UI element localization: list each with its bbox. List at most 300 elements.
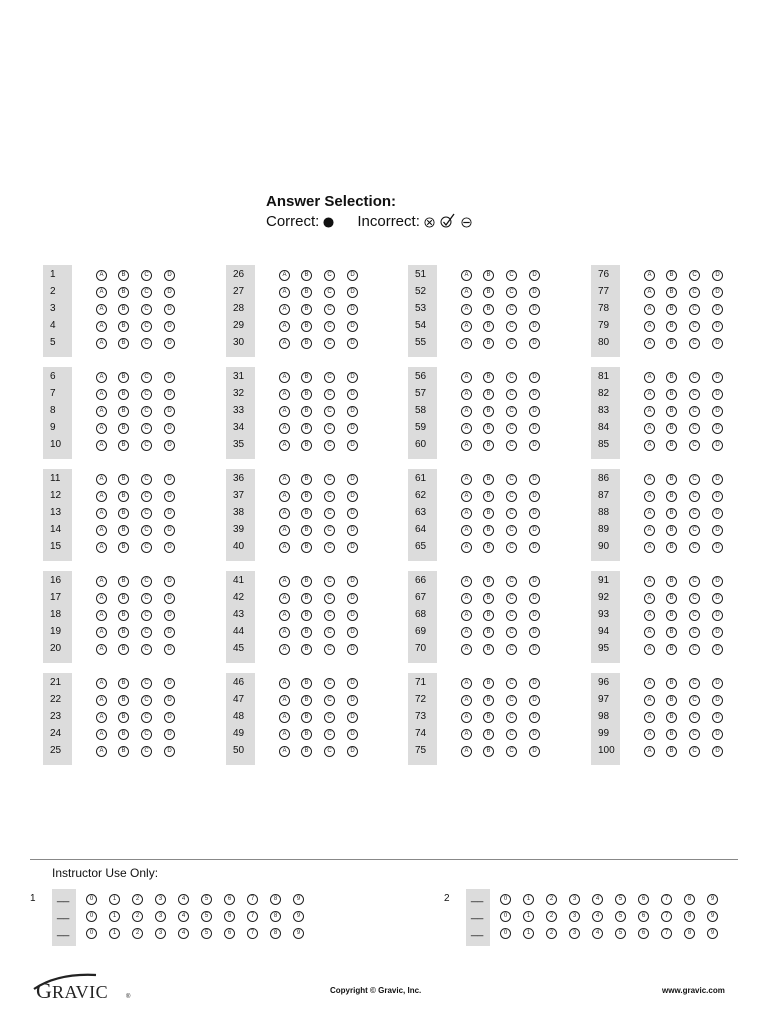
answer-bubble-b[interactable]: B: [301, 593, 312, 604]
answer-bubble-b[interactable]: B: [301, 423, 312, 434]
answer-bubble-c[interactable]: C: [324, 746, 335, 757]
answer-bubble-a[interactable]: A: [96, 712, 107, 723]
answer-bubble-c[interactable]: C: [141, 270, 152, 281]
answer-bubble-d[interactable]: D: [712, 491, 723, 502]
answer-bubble-a[interactable]: A: [644, 389, 655, 400]
answer-bubble-b[interactable]: B: [483, 270, 494, 281]
answer-bubble-a[interactable]: A: [644, 644, 655, 655]
answer-bubble-b[interactable]: B: [483, 406, 494, 417]
answer-bubble-d[interactable]: D: [712, 729, 723, 740]
digit-bubble-9[interactable]: 9: [707, 894, 718, 905]
answer-bubble-c[interactable]: C: [141, 695, 152, 706]
answer-bubble-b[interactable]: B: [301, 304, 312, 315]
answer-bubble-a[interactable]: A: [279, 270, 290, 281]
digit-bubble-6[interactable]: 6: [638, 911, 649, 922]
answer-bubble-d[interactable]: D: [347, 406, 358, 417]
answer-bubble-b[interactable]: B: [666, 678, 677, 689]
answer-bubble-a[interactable]: A: [461, 474, 472, 485]
digit-bubble-8[interactable]: 8: [270, 894, 281, 905]
answer-bubble-d[interactable]: D: [164, 287, 175, 298]
answer-bubble-c[interactable]: C: [141, 746, 152, 757]
answer-bubble-c[interactable]: C: [141, 593, 152, 604]
answer-bubble-b[interactable]: B: [666, 304, 677, 315]
answer-bubble-b[interactable]: B: [483, 508, 494, 519]
answer-bubble-a[interactable]: A: [461, 525, 472, 536]
answer-bubble-c[interactable]: C: [506, 729, 517, 740]
digit-bubble-5[interactable]: 5: [615, 911, 626, 922]
answer-bubble-c[interactable]: C: [506, 627, 517, 638]
answer-bubble-c[interactable]: C: [689, 270, 700, 281]
answer-bubble-b[interactable]: B: [118, 474, 129, 485]
answer-bubble-b[interactable]: B: [301, 508, 312, 519]
digit-bubble-1[interactable]: 1: [109, 928, 120, 939]
answer-bubble-a[interactable]: A: [96, 338, 107, 349]
answer-bubble-b[interactable]: B: [666, 576, 677, 587]
answer-bubble-b[interactable]: B: [301, 695, 312, 706]
answer-bubble-a[interactable]: A: [96, 542, 107, 553]
answer-bubble-b[interactable]: B: [301, 542, 312, 553]
answer-bubble-a[interactable]: A: [96, 406, 107, 417]
answer-bubble-a[interactable]: A: [461, 542, 472, 553]
answer-bubble-d[interactable]: D: [347, 372, 358, 383]
answer-bubble-a[interactable]: A: [461, 304, 472, 315]
answer-bubble-a[interactable]: A: [461, 678, 472, 689]
answer-bubble-b[interactable]: B: [483, 644, 494, 655]
answer-bubble-b[interactable]: B: [301, 644, 312, 655]
answer-bubble-b[interactable]: B: [666, 542, 677, 553]
answer-bubble-b[interactable]: B: [118, 338, 129, 349]
answer-bubble-d[interactable]: D: [347, 474, 358, 485]
answer-bubble-a[interactable]: A: [279, 610, 290, 621]
digit-bubble-2[interactable]: 2: [546, 911, 557, 922]
answer-bubble-d[interactable]: D: [164, 746, 175, 757]
digit-bubble-8[interactable]: 8: [270, 911, 281, 922]
answer-bubble-c[interactable]: C: [506, 491, 517, 502]
answer-bubble-c[interactable]: C: [324, 304, 335, 315]
answer-bubble-d[interactable]: D: [347, 644, 358, 655]
digit-bubble-9[interactable]: 9: [707, 928, 718, 939]
answer-bubble-d[interactable]: D: [164, 304, 175, 315]
answer-bubble-b[interactable]: B: [483, 695, 494, 706]
answer-bubble-d[interactable]: D: [529, 542, 540, 553]
answer-bubble-c[interactable]: C: [506, 508, 517, 519]
answer-bubble-a[interactable]: A: [96, 593, 107, 604]
answer-bubble-c[interactable]: C: [689, 627, 700, 638]
answer-bubble-d[interactable]: D: [712, 304, 723, 315]
answer-bubble-c[interactable]: C: [506, 389, 517, 400]
digit-bubble-5[interactable]: 5: [201, 894, 212, 905]
answer-bubble-d[interactable]: D: [529, 593, 540, 604]
answer-bubble-a[interactable]: A: [461, 508, 472, 519]
digit-bubble-5[interactable]: 5: [201, 911, 212, 922]
answer-bubble-c[interactable]: C: [689, 287, 700, 298]
answer-bubble-b[interactable]: B: [483, 372, 494, 383]
answer-bubble-a[interactable]: A: [461, 729, 472, 740]
digit-bubble-6[interactable]: 6: [224, 894, 235, 905]
answer-bubble-d[interactable]: D: [529, 389, 540, 400]
instructor-blank[interactable]: __: [57, 908, 70, 920]
answer-bubble-d[interactable]: D: [164, 542, 175, 553]
answer-bubble-d[interactable]: D: [164, 423, 175, 434]
answer-bubble-d[interactable]: D: [712, 389, 723, 400]
answer-bubble-b[interactable]: B: [301, 712, 312, 723]
answer-bubble-c[interactable]: C: [506, 321, 517, 332]
answer-bubble-a[interactable]: A: [279, 678, 290, 689]
answer-bubble-a[interactable]: A: [279, 440, 290, 451]
digit-bubble-1[interactable]: 1: [523, 911, 534, 922]
digit-bubble-0[interactable]: 0: [500, 928, 511, 939]
answer-bubble-b[interactable]: B: [301, 287, 312, 298]
digit-bubble-6[interactable]: 6: [638, 928, 649, 939]
answer-bubble-b[interactable]: B: [666, 440, 677, 451]
answer-bubble-b[interactable]: B: [666, 508, 677, 519]
answer-bubble-b[interactable]: B: [118, 695, 129, 706]
digit-bubble-0[interactable]: 0: [86, 928, 97, 939]
answer-bubble-a[interactable]: A: [279, 372, 290, 383]
digit-bubble-1[interactable]: 1: [523, 894, 534, 905]
answer-bubble-a[interactable]: A: [96, 287, 107, 298]
answer-bubble-b[interactable]: B: [301, 576, 312, 587]
answer-bubble-c[interactable]: C: [141, 627, 152, 638]
answer-bubble-b[interactable]: B: [483, 423, 494, 434]
answer-bubble-b[interactable]: B: [301, 474, 312, 485]
answer-bubble-d[interactable]: D: [347, 389, 358, 400]
answer-bubble-a[interactable]: A: [644, 746, 655, 757]
answer-bubble-a[interactable]: A: [461, 593, 472, 604]
answer-bubble-c[interactable]: C: [324, 695, 335, 706]
digit-bubble-8[interactable]: 8: [684, 928, 695, 939]
answer-bubble-b[interactable]: B: [118, 270, 129, 281]
answer-bubble-d[interactable]: D: [529, 695, 540, 706]
answer-bubble-b[interactable]: B: [301, 406, 312, 417]
answer-bubble-b[interactable]: B: [666, 474, 677, 485]
answer-bubble-d[interactable]: D: [712, 610, 723, 621]
digit-bubble-4[interactable]: 4: [178, 911, 189, 922]
digit-bubble-4[interactable]: 4: [592, 928, 603, 939]
answer-bubble-d[interactable]: D: [164, 593, 175, 604]
answer-bubble-a[interactable]: A: [461, 695, 472, 706]
answer-bubble-a[interactable]: A: [279, 729, 290, 740]
digit-bubble-1[interactable]: 1: [109, 894, 120, 905]
answer-bubble-a[interactable]: A: [279, 304, 290, 315]
answer-bubble-a[interactable]: A: [279, 389, 290, 400]
digit-bubble-7[interactable]: 7: [247, 911, 258, 922]
answer-bubble-a[interactable]: A: [644, 440, 655, 451]
answer-bubble-a[interactable]: A: [461, 440, 472, 451]
answer-bubble-c[interactable]: C: [506, 440, 517, 451]
answer-bubble-d[interactable]: D: [164, 389, 175, 400]
answer-bubble-a[interactable]: A: [644, 406, 655, 417]
answer-bubble-c[interactable]: C: [689, 746, 700, 757]
answer-bubble-d[interactable]: D: [347, 270, 358, 281]
answer-bubble-a[interactable]: A: [644, 270, 655, 281]
answer-bubble-c[interactable]: C: [506, 372, 517, 383]
answer-bubble-c[interactable]: C: [324, 406, 335, 417]
answer-bubble-a[interactable]: A: [279, 627, 290, 638]
answer-bubble-a[interactable]: A: [96, 321, 107, 332]
answer-bubble-c[interactable]: C: [141, 440, 152, 451]
answer-bubble-c[interactable]: C: [506, 406, 517, 417]
answer-bubble-a[interactable]: A: [644, 593, 655, 604]
answer-bubble-c[interactable]: C: [506, 542, 517, 553]
answer-bubble-d[interactable]: D: [164, 644, 175, 655]
answer-bubble-d[interactable]: D: [529, 712, 540, 723]
digit-bubble-3[interactable]: 3: [569, 894, 580, 905]
answer-bubble-a[interactable]: A: [644, 576, 655, 587]
answer-bubble-a[interactable]: A: [96, 474, 107, 485]
instructor-blank[interactable]: __: [471, 908, 484, 920]
answer-bubble-a[interactable]: A: [279, 576, 290, 587]
answer-bubble-c[interactable]: C: [689, 678, 700, 689]
digit-bubble-3[interactable]: 3: [155, 894, 166, 905]
answer-bubble-d[interactable]: D: [529, 491, 540, 502]
answer-bubble-d[interactable]: D: [164, 695, 175, 706]
answer-bubble-b[interactable]: B: [301, 678, 312, 689]
answer-bubble-c[interactable]: C: [689, 525, 700, 536]
digit-bubble-0[interactable]: 0: [500, 911, 511, 922]
answer-bubble-a[interactable]: A: [279, 508, 290, 519]
answer-bubble-b[interactable]: B: [666, 746, 677, 757]
answer-bubble-b[interactable]: B: [118, 644, 129, 655]
answer-bubble-d[interactable]: D: [347, 525, 358, 536]
digit-bubble-2[interactable]: 2: [132, 928, 143, 939]
answer-bubble-c[interactable]: C: [141, 610, 152, 621]
digit-bubble-4[interactable]: 4: [592, 894, 603, 905]
answer-bubble-b[interactable]: B: [483, 321, 494, 332]
answer-bubble-b[interactable]: B: [483, 474, 494, 485]
answer-bubble-d[interactable]: D: [712, 644, 723, 655]
answer-bubble-c[interactable]: C: [141, 389, 152, 400]
answer-bubble-d[interactable]: D: [529, 304, 540, 315]
answer-bubble-c[interactable]: C: [141, 491, 152, 502]
answer-bubble-b[interactable]: B: [301, 389, 312, 400]
answer-bubble-d[interactable]: D: [164, 474, 175, 485]
answer-bubble-a[interactable]: A: [461, 287, 472, 298]
answer-bubble-a[interactable]: A: [461, 270, 472, 281]
digit-bubble-7[interactable]: 7: [661, 911, 672, 922]
answer-bubble-c[interactable]: C: [506, 610, 517, 621]
answer-bubble-b[interactable]: B: [301, 729, 312, 740]
answer-bubble-a[interactable]: A: [461, 372, 472, 383]
instructor-blank[interactable]: __: [471, 891, 484, 903]
instructor-blank[interactable]: __: [471, 925, 484, 937]
digit-bubble-2[interactable]: 2: [546, 894, 557, 905]
answer-bubble-c[interactable]: C: [506, 270, 517, 281]
answer-bubble-b[interactable]: B: [666, 491, 677, 502]
answer-bubble-a[interactable]: A: [644, 474, 655, 485]
answer-bubble-c[interactable]: C: [689, 338, 700, 349]
digit-bubble-0[interactable]: 0: [86, 911, 97, 922]
answer-bubble-b[interactable]: B: [118, 389, 129, 400]
answer-bubble-c[interactable]: C: [324, 321, 335, 332]
answer-bubble-c[interactable]: C: [324, 287, 335, 298]
answer-bubble-d[interactable]: D: [164, 338, 175, 349]
answer-bubble-a[interactable]: A: [96, 627, 107, 638]
answer-bubble-c[interactable]: C: [324, 712, 335, 723]
answer-bubble-d[interactable]: D: [712, 406, 723, 417]
answer-bubble-a[interactable]: A: [461, 644, 472, 655]
answer-bubble-b[interactable]: B: [666, 423, 677, 434]
digit-bubble-2[interactable]: 2: [546, 928, 557, 939]
answer-bubble-c[interactable]: C: [506, 287, 517, 298]
answer-bubble-d[interactable]: D: [529, 372, 540, 383]
answer-bubble-c[interactable]: C: [141, 508, 152, 519]
digit-bubble-2[interactable]: 2: [132, 894, 143, 905]
answer-bubble-b[interactable]: B: [483, 678, 494, 689]
answer-bubble-c[interactable]: C: [141, 542, 152, 553]
answer-bubble-a[interactable]: A: [279, 474, 290, 485]
answer-bubble-a[interactable]: A: [461, 406, 472, 417]
answer-bubble-d[interactable]: D: [164, 678, 175, 689]
answer-bubble-b[interactable]: B: [301, 338, 312, 349]
digit-bubble-3[interactable]: 3: [155, 911, 166, 922]
answer-bubble-b[interactable]: B: [483, 525, 494, 536]
answer-bubble-c[interactable]: C: [324, 389, 335, 400]
answer-bubble-c[interactable]: C: [141, 304, 152, 315]
answer-bubble-d[interactable]: D: [164, 610, 175, 621]
answer-bubble-b[interactable]: B: [483, 746, 494, 757]
answer-bubble-b[interactable]: B: [483, 304, 494, 315]
answer-bubble-c[interactable]: C: [689, 474, 700, 485]
answer-bubble-d[interactable]: D: [712, 627, 723, 638]
answer-bubble-b[interactable]: B: [483, 576, 494, 587]
answer-bubble-a[interactable]: A: [461, 746, 472, 757]
answer-bubble-c[interactable]: C: [141, 338, 152, 349]
answer-bubble-d[interactable]: D: [347, 491, 358, 502]
answer-bubble-d[interactable]: D: [164, 491, 175, 502]
answer-bubble-b[interactable]: B: [301, 372, 312, 383]
answer-bubble-b[interactable]: B: [483, 627, 494, 638]
answer-bubble-a[interactable]: A: [279, 423, 290, 434]
answer-bubble-d[interactable]: D: [712, 508, 723, 519]
answer-bubble-a[interactable]: A: [461, 423, 472, 434]
answer-bubble-b[interactable]: B: [301, 525, 312, 536]
answer-bubble-a[interactable]: A: [279, 644, 290, 655]
answer-bubble-d[interactable]: D: [347, 576, 358, 587]
answer-bubble-b[interactable]: B: [666, 406, 677, 417]
answer-bubble-d[interactable]: D: [347, 729, 358, 740]
answer-bubble-d[interactable]: D: [529, 678, 540, 689]
answer-bubble-b[interactable]: B: [483, 712, 494, 723]
answer-bubble-d[interactable]: D: [347, 423, 358, 434]
answer-bubble-d[interactable]: D: [712, 423, 723, 434]
answer-bubble-d[interactable]: D: [712, 440, 723, 451]
answer-bubble-d[interactable]: D: [529, 440, 540, 451]
answer-bubble-d[interactable]: D: [347, 542, 358, 553]
answer-bubble-b[interactable]: B: [118, 304, 129, 315]
answer-bubble-d[interactable]: D: [529, 525, 540, 536]
answer-bubble-b[interactable]: B: [301, 610, 312, 621]
answer-bubble-b[interactable]: B: [118, 627, 129, 638]
digit-bubble-2[interactable]: 2: [132, 911, 143, 922]
answer-bubble-a[interactable]: A: [279, 338, 290, 349]
answer-bubble-d[interactable]: D: [164, 406, 175, 417]
answer-bubble-c[interactable]: C: [141, 372, 152, 383]
answer-bubble-c[interactable]: C: [141, 576, 152, 587]
answer-bubble-d[interactable]: D: [712, 593, 723, 604]
answer-bubble-b[interactable]: B: [118, 593, 129, 604]
answer-bubble-b[interactable]: B: [666, 729, 677, 740]
answer-bubble-c[interactable]: C: [689, 729, 700, 740]
answer-bubble-a[interactable]: A: [644, 372, 655, 383]
answer-bubble-d[interactable]: D: [712, 576, 723, 587]
digit-bubble-0[interactable]: 0: [500, 894, 511, 905]
answer-bubble-d[interactable]: D: [712, 525, 723, 536]
digit-bubble-8[interactable]: 8: [684, 911, 695, 922]
digit-bubble-1[interactable]: 1: [109, 911, 120, 922]
answer-bubble-a[interactable]: A: [644, 712, 655, 723]
answer-bubble-c[interactable]: C: [141, 474, 152, 485]
answer-bubble-d[interactable]: D: [347, 440, 358, 451]
instructor-blank[interactable]: __: [57, 925, 70, 937]
answer-bubble-b[interactable]: B: [483, 610, 494, 621]
answer-bubble-a[interactable]: A: [461, 576, 472, 587]
answer-bubble-c[interactable]: C: [324, 474, 335, 485]
answer-bubble-c[interactable]: C: [506, 423, 517, 434]
answer-bubble-d[interactable]: D: [712, 270, 723, 281]
answer-bubble-b[interactable]: B: [301, 270, 312, 281]
answer-bubble-a[interactable]: A: [644, 338, 655, 349]
answer-bubble-a[interactable]: A: [644, 491, 655, 502]
answer-bubble-c[interactable]: C: [506, 525, 517, 536]
answer-bubble-d[interactable]: D: [164, 576, 175, 587]
answer-bubble-d[interactable]: D: [529, 474, 540, 485]
answer-bubble-a[interactable]: A: [96, 746, 107, 757]
answer-bubble-b[interactable]: B: [666, 321, 677, 332]
answer-bubble-d[interactable]: D: [347, 610, 358, 621]
answer-bubble-c[interactable]: C: [324, 678, 335, 689]
answer-bubble-d[interactable]: D: [529, 746, 540, 757]
digit-bubble-9[interactable]: 9: [707, 911, 718, 922]
answer-bubble-d[interactable]: D: [164, 372, 175, 383]
answer-bubble-a[interactable]: A: [279, 542, 290, 553]
answer-bubble-a[interactable]: A: [279, 525, 290, 536]
answer-bubble-a[interactable]: A: [461, 389, 472, 400]
answer-bubble-c[interactable]: C: [324, 525, 335, 536]
answer-bubble-a[interactable]: A: [96, 491, 107, 502]
answer-bubble-c[interactable]: C: [689, 406, 700, 417]
digit-bubble-0[interactable]: 0: [86, 894, 97, 905]
answer-bubble-a[interactable]: A: [644, 627, 655, 638]
answer-bubble-d[interactable]: D: [712, 712, 723, 723]
answer-bubble-a[interactable]: A: [96, 610, 107, 621]
answer-bubble-a[interactable]: A: [461, 491, 472, 502]
answer-bubble-a[interactable]: A: [96, 440, 107, 451]
answer-bubble-d[interactable]: D: [164, 729, 175, 740]
answer-bubble-b[interactable]: B: [118, 525, 129, 536]
answer-bubble-d[interactable]: D: [529, 270, 540, 281]
answer-bubble-b[interactable]: B: [666, 270, 677, 281]
answer-bubble-a[interactable]: A: [96, 508, 107, 519]
answer-bubble-a[interactable]: A: [644, 678, 655, 689]
answer-bubble-b[interactable]: B: [483, 729, 494, 740]
answer-bubble-b[interactable]: B: [301, 440, 312, 451]
answer-bubble-d[interactable]: D: [347, 508, 358, 519]
answer-bubble-b[interactable]: B: [118, 610, 129, 621]
answer-bubble-b[interactable]: B: [301, 321, 312, 332]
answer-bubble-c[interactable]: C: [324, 610, 335, 621]
answer-bubble-a[interactable]: A: [96, 304, 107, 315]
answer-bubble-d[interactable]: D: [529, 627, 540, 638]
answer-bubble-b[interactable]: B: [666, 338, 677, 349]
digit-bubble-9[interactable]: 9: [293, 911, 304, 922]
answer-bubble-d[interactable]: D: [529, 406, 540, 417]
answer-bubble-d[interactable]: D: [529, 423, 540, 434]
answer-bubble-d[interactable]: D: [164, 321, 175, 332]
answer-bubble-b[interactable]: B: [118, 729, 129, 740]
answer-bubble-c[interactable]: C: [324, 644, 335, 655]
answer-bubble-b[interactable]: B: [483, 491, 494, 502]
